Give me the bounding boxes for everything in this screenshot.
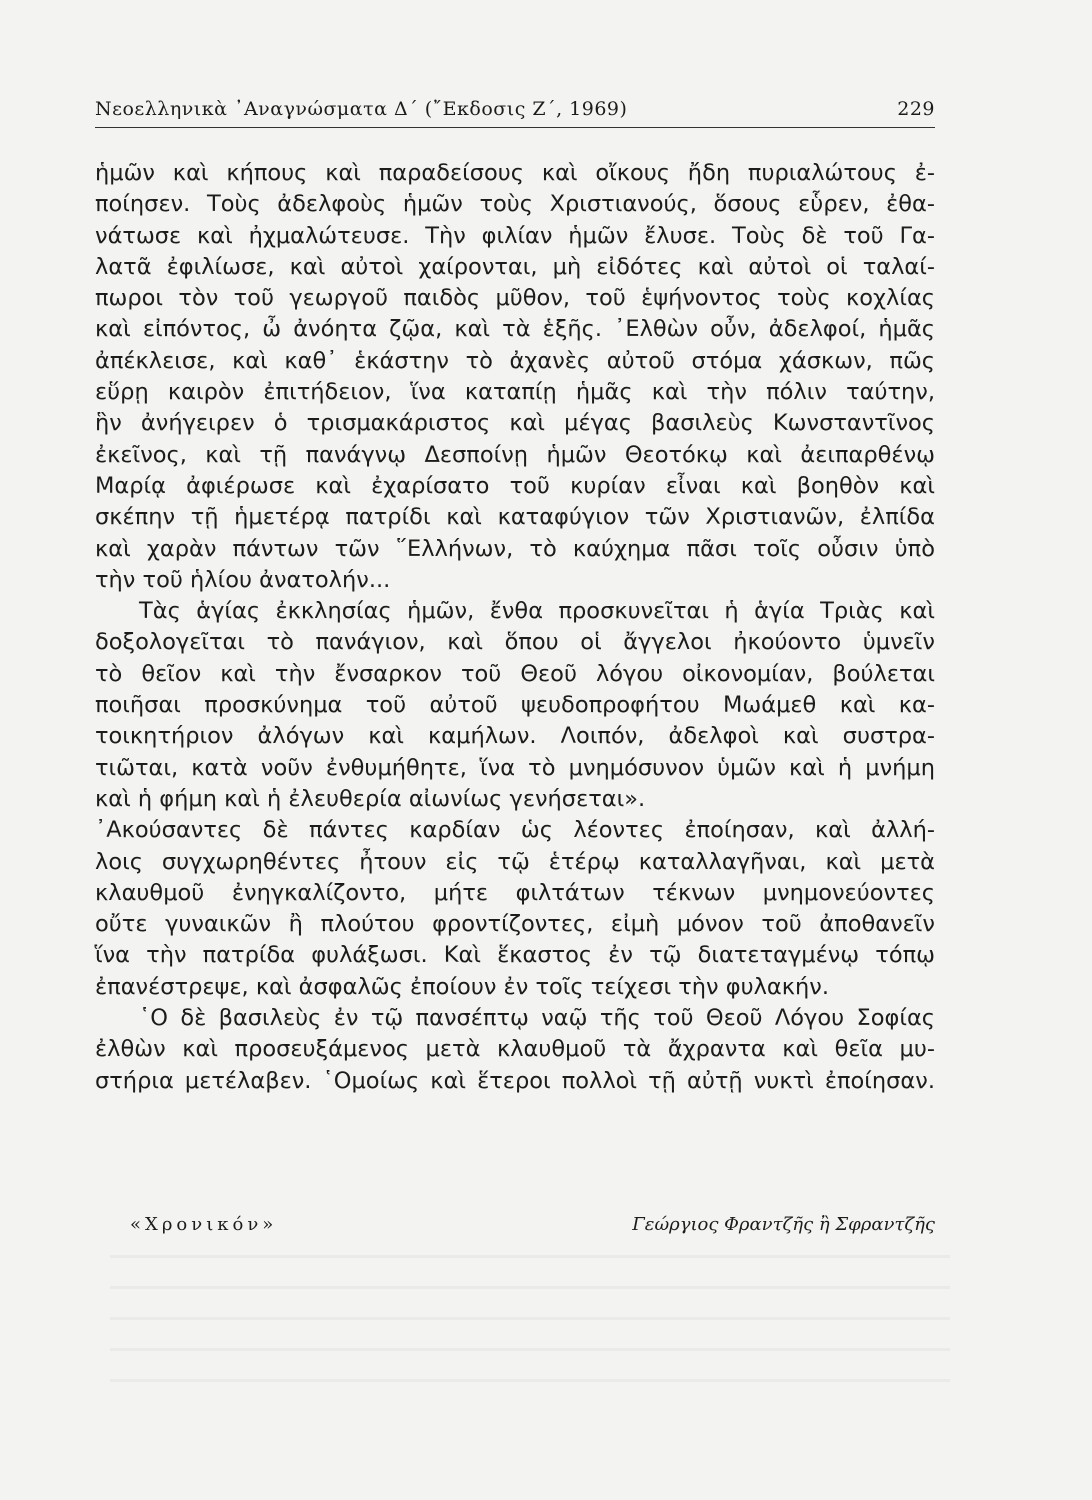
author-name: Γεώργιος Φραντζῆς ἢ Σφραντζῆς [632, 1214, 935, 1235]
text-line: καὶ εἰπόντος, ὦ ἀνόητα ζῷα, καὶ τὰ ἑξῆς. ᾿Ελθὼν οὖν, ἀδελφοί, ἡμᾶς [95, 316, 935, 343]
bleed-through-texture [110, 1255, 950, 1395]
text-line: καὶ χαρὰν πάντων τῶν ῞Ελλήνων, τὸ καύχημα πᾶσι τοῖς οὖσιν ὑπὸ [95, 535, 935, 562]
source-title: «Χρονικόν» [130, 1214, 278, 1235]
text-line: λοις συγχωρηθέντες ἦτουν εἰς τῷ ἑτέρῳ καταλλαγῆναι, καὶ μετὰ [95, 848, 935, 875]
text-line: ποίησεν. Τοὺς ἀδελφοὺς ἡμῶν τοὺς Χριστιανούς, ὅσους εὗρεν, ἐθα- [95, 191, 935, 218]
text-line: καὶ ἡ φήμη καὶ ἡ ἐλευθερία αἰωνίως γενήσεται». [95, 785, 646, 812]
text-line: σκέπην τῇ ἡμετέρᾳ πατρίδι καὶ καταφύγιον τῶν Χριστιανῶν, ἐλπίδα [95, 504, 935, 531]
page-number: 229 [897, 98, 935, 120]
text-line: στήρια μετέλαβεν. ῾Ομοίως καὶ ἕτεροι πολλοὶ τῇ αὐτῇ νυκτὶ ἐποίησαν. [95, 1067, 935, 1094]
text-line: τοικητήριον ἀλόγων καὶ καμήλων. Λοιπόν, ἀδελφοὶ καὶ συστρα- [95, 723, 935, 750]
attribution [130, 1214, 935, 1244]
text-line: ἐκεῖνος, καὶ τῇ πανάγνῳ Δεσποίνῃ ἡμῶν Θεοτόκῳ καὶ ἀειπαρθένῳ [95, 441, 935, 468]
text-line: ἣν ἀνήγειρεν ὁ τρισμακάριστος καὶ μέγας βασιλεὺς Κωνσταντῖνος [95, 410, 935, 437]
text-line: ἡμῶν καὶ κήπους καὶ παραδείσους καὶ οἴκους ἤδη πυριαλώτους ἐ- [95, 160, 935, 186]
paragraph-start-line: ᾿Ακούσαντες δὲ πάντες καρδίαν ὡς λέοντες ἐποίησαν, καὶ ἀλλή- [95, 817, 935, 844]
text-line: ἐλθὼν καὶ προσευξάμενος μετὰ κλαυθμοῦ τὰ ἄχραντα καὶ θεῖα μυ- [95, 1036, 935, 1063]
running-header [95, 98, 935, 128]
paragraph-start-line: ῾Ο δὲ βασιλεὺς ἐν τῷ πανσέπτῳ ναῷ τῆς τοῦ Θεοῦ Λόγου Σοφίας [139, 1005, 935, 1032]
text-line: ποιῆσαι προσκύνημα τοῦ αὐτοῦ ψευδοπροφήτου Μωάμεθ καὶ κα- [95, 692, 935, 719]
text-line: δοξολογεῖται τὸ πανάγιον, καὶ ὅπου οἱ ἄγγελοι ἠκούοντο ὑμνεῖν [95, 629, 935, 656]
text-line: εὕρῃ καιρὸν ἐπιτήδειον, ἵνα καταπίῃ ἡμᾶς καὶ τὴν πόλιν ταύτην, [95, 379, 935, 406]
text-line: κλαυθμοῦ ἐνηγκαλίζοντο, μήτε φιλτάτων τέκνων μνημονεύοντες [95, 879, 935, 906]
text-line: Μαρίᾳ ἀφιέρωσε καὶ ἐχαρίσατο τοῦ κυρίαν εἶναι καὶ βοηθὸν καὶ [95, 472, 935, 499]
text-line: τὴν τοῦ ἡλίου ἀνατολήν... [95, 566, 391, 593]
text-line: ἵνα τὴν πατρίδα φυλάξωσι. Καὶ ἕκαστος ἐν τῷ διατεταγμένῳ τόπῳ [95, 942, 935, 969]
text-line: λατᾶ ἐφιλίωσε, καὶ αὐτοὶ χαίρονται, μὴ εἰδότες καὶ αὐτοὶ οἱ ταλαί- [95, 253, 935, 280]
body-text [95, 158, 935, 1097]
text-line: πωροι τὸν τοῦ γεωργοῦ παιδὸς μῦθον, τοῦ ἑψήνοντος τοὺς κοχλίας [95, 285, 935, 312]
header-rule [95, 127, 935, 128]
text-line: τὸ θεῖον καὶ τὴν ἔνσαρκον τοῦ Θεοῦ λόγου οἰκονομίαν, βούλεται [95, 660, 935, 687]
text-line: οὔτε γυναικῶν ἢ πλούτου φροντίζοντες, εἰμὴ μόνον τοῦ ἀποθανεῖν [95, 911, 935, 938]
header-title: Νεοελληνικὰ ᾿Αναγνώσματα Δ΄ (῎Εκδοσις Ζ΄, 1969) [95, 98, 628, 120]
text-line: ἀπέκλεισε, καὶ καθ᾿ ἑκάστην τὸ ἀχανὲς αὐτοῦ στόμα χάσκων, πῶς [95, 347, 935, 374]
paragraph-start-line: Τὰς ἁγίας ἐκκλησίας ἡμῶν, ἔνθα προσκυνεῖται ἡ ἁγία Τριὰς καὶ [139, 598, 935, 625]
text-line: ἐπανέστρεψε, καὶ ἀσφαλῶς ἐποίουν ἐν τοῖς τείχεσι τὴν φυλακήν. [95, 973, 830, 1000]
text-line: νάτωσε καὶ ἠχμαλώτευσε. Τὴν φιλίαν ἡμῶν ἔλυσε. Τοὺς δὲ τοῦ Γα- [95, 222, 935, 249]
text-line: τιῶται, κατὰ νοῦν ἐνθυμήθητε, ἵνα τὸ μνημόσυνον ὑμῶν καὶ ἡ μνήμη [95, 754, 935, 781]
